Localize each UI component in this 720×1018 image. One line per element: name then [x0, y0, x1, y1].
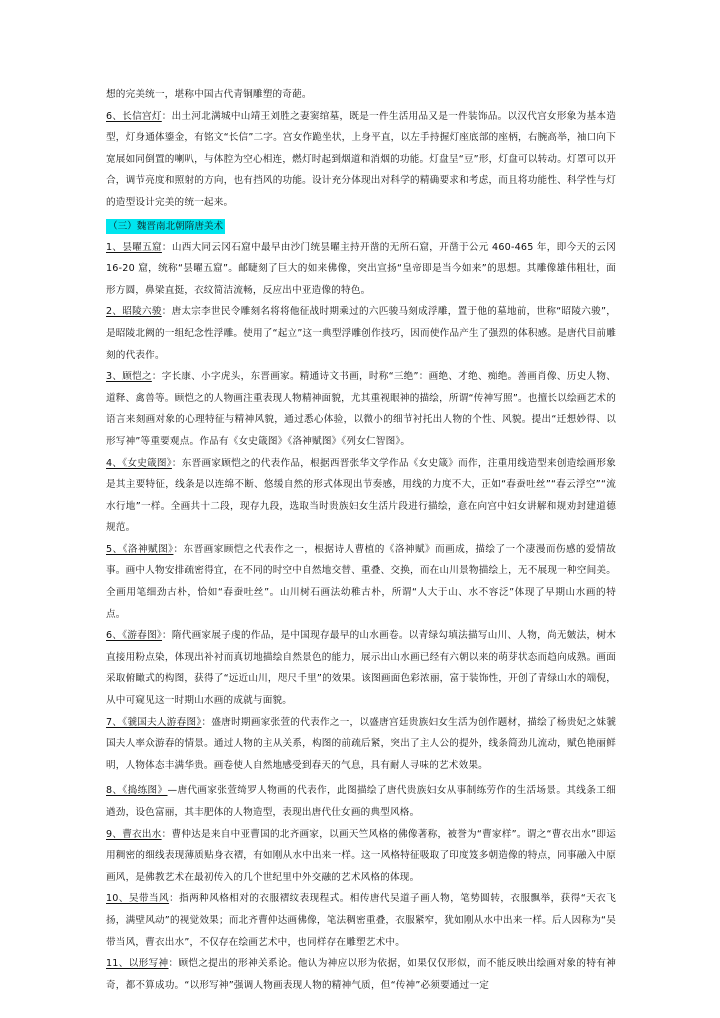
entry-paragraph: [106, 953, 616, 996]
entry-term: 6、《游春图》: [106, 630, 163, 642]
section-heading: （三）魏晋南北朝隋唐美术: [108, 220, 224, 232]
entry-paragraph: [106, 453, 616, 539]
document-body: [106, 84, 616, 996]
entry-text: ：顾恺之提出的形神关系论。他认为神应以形为依据，如果仅仅形似，而不能反映出绘画对象的特有神奇，都不算成功。“以形写神”强调人物画表现人物的精神气质，但“传神”必须要通过一定: [106, 958, 617, 991]
entry-term: 2、昭陵六骏: [106, 306, 162, 318]
entry-text: —唐代画家张萱绮罗人物画的代表作，此图描绘了唐代贵族妇女从事制练劳作的生活场景。其线条工细遒劲，设色富丽，其丰肥体的人物造型，表现出唐代仕女画的典型风格。: [106, 785, 616, 818]
entry-term: 5、《洛神赋图》: [106, 543, 174, 555]
entry-text: ：隋代画家展子虔的作品，是中国现存最早的山水画卷。以青绿勾填法描写山川、人物，尚无皴法，树木直接用粉点染，体现出补衬而真切地描绘自然景色的能力，展示出山水画已经有六朝以来的萌芽状态而趋向成熟。画面采取俯瞰式的构图，获得了“远近山川，咫尺千里”的效果。该图画面色彩浓丽，富于装饰性，开创了青绿山水的端倪，从中可窥见这一时期山水画的成就与面貌。: [106, 630, 617, 707]
entry-term: 7、《虢国夫人游春图》: [106, 716, 202, 728]
entry-paragraph: [106, 824, 616, 889]
entry-term: 8、《捣练图》: [106, 785, 168, 797]
entry-term: 1、昙曜五窟: [106, 241, 162, 253]
entry-text: ：曹仲达是来自中亚曹国的北齐画家，以画天竺风格的佛像著称，被誉为“曹家样”。谓之“曹衣出水”即运用稠密的细线表现薄质贴身衣褶，有如刚从水中出来一样。这一风格特征吸取了印度笈多朝造像的特点，同事融入中原画风，是佛教艺术在最初传入的几个世纪里中外交融的艺术风格的体现。: [106, 828, 616, 883]
entry-term: 10、吴带当风: [106, 893, 170, 905]
entry-text: ：盛唐时期画家张萱的代表作之一，以盛唐宫廷贵族妇女生活为创作题材，描绘了杨贵妃之妹虢国夫人率众游春的情景。通过人物的主从关系，构图的前疏后紧，突出了主人公的提外，线条简劲儿流动，赋色艳丽鲜明，人物体态丰满华贵。画卷使人自然地感受到春天的气息，具有耐人寻味的艺术效果。: [106, 716, 616, 771]
entry-paragraph: [106, 625, 616, 711]
entry-text: ：出土河北满城中山靖王刘胜之妻窦绾墓，既是一件生活用品又是一件装饰品。以汉代宫女形象为基本造型，灯身通体鎏金，有铭文“长信”二字。宫女作跪坐状，上身平直，以左手持握灯座底部的座柄，右腕高举，袖口向下宽展如同倒置的喇叭，与体腔为空心相连，燃灯时起到烟道和消烟的功能。灯盘呈“豆”形，灯盘可以转动。灯罩可以开合，调节亮度和照射的方向，也有挡风的功能。设计充分体现出对科学的精确要求和考虑，而且将功能性、科学性与灯的造型设计完美的统一起来。: [106, 110, 617, 208]
entry-text: ：指两种风格相对的衣服褶纹表现程式。相传唐代吴道子画人物，笔势圆转，衣服飘举，获得“天衣飞扬，满壁风动”的视觉效果；而北齐曹仲达画佛像，笔法稠密重叠，衣服紧窄，犹如刚从水中出来一样。后人因称为“吴带当风，曹衣出水”，不仅存在绘画艺术中，也同样存在雕塑艺术中。: [106, 893, 617, 948]
entry-term: 9、曹衣出水: [106, 828, 162, 840]
entry-text: ：字长康、小字虎头，东晋画家。精通诗文书画，时称“三绝”：画绝、才绝、痴绝。善画肖像、历史人物、道释、禽兽等。顾恺之的人物画注重表现人物精神面貌，尤其重视眼神的描绘，所谓“传神写照”。也擅长以绘画艺术的语言来刻画对象的心理特征与精神风貌，通过悉心体验，以微小的细节衬托出人物的个性、风貌。提出“迁想妙得、以形写神”等重要观点。作品有《女史箴图》《洛神赋图》《列女仁智图》。: [106, 371, 616, 447]
entry-text: ：东晋画家顾恺之代表作之一，根据诗人曹植的《洛神赋》而画成，描绘了一个凄漫而伤感的爱情故事。画中人物安排疏密得宜，在不同的时空中自然地交替、重叠、交换，而在山川景物描绘上，无不展现一种空间美。全画用笔细劲古朴，恰如“春蚕吐丝”。山川树石画法幼稚古朴，所谓“人大于山、水不容泛”体现了早期山水画的特点。: [106, 543, 616, 620]
entry-paragraph: [106, 301, 616, 366]
entry-text: 想的完美统一，堪称中国古代青铜雕塑的奇葩。: [106, 89, 312, 100]
entry-text: ：东晋画家顾恺之的代表作品，根据西晋张华文学作品《女史箴》而作，注重用线造型来创造绘画形象是其主要特征，线条是以连绵不断、悠缓自然的形式体现出节奏感，用线的力度不大，正如“春蚕吐丝”“春云浮空”“流水行地”一样。全画共十二段，现存九段，选取当时贵族妇女生活片段进行描绘，意在向宫中妇女讲解和规劝封建道德规范。: [106, 457, 617, 534]
entry-paragraph: [106, 888, 616, 953]
entry-text: ：山西大同云冈石窟中最早由沙门统昙曜主持开凿的无所石窟，开凿于公元 460-465 年，即今天的云冈 16-20 窟，统称“昙曜五窟”。邮睫刻了巨大的如来佛像，突出宣扬“皇帝即是当今如来”的思想。其雕像雄伟粗壮，面形方圆，鼻梁直挺，衣纹简洁流畅，反应出中亚造像的特色。: [106, 241, 616, 296]
entry-term: 6、长信宫灯: [106, 110, 162, 122]
entry-term: 4、《女史箴图》: [106, 457, 172, 469]
entry-paragraph: [106, 780, 616, 823]
entry-paragraph: [106, 366, 616, 452]
entry-paragraph: [106, 106, 616, 214]
entry-term: 3、顾恺之: [106, 371, 152, 383]
entry-text: ：唐太宗李世民令雕刻名将将他征战时期乘过的六匹骏马刻成浮雕，置于他的墓地前，世称“昭陵六骏”，是昭陵北阙的一组纪念性浮雕。使用了“起立”这一典型浮雕创作技巧，因而使作品产生了强烈的体积感。是唐代目前雕刻的代表作。: [106, 306, 616, 361]
text-paragraph: [106, 84, 616, 106]
entry-paragraph: [106, 712, 616, 777]
entry-term: 11、以形写神: [106, 958, 169, 970]
entry-paragraph: [106, 539, 616, 625]
entry-paragraph: [106, 237, 616, 302]
